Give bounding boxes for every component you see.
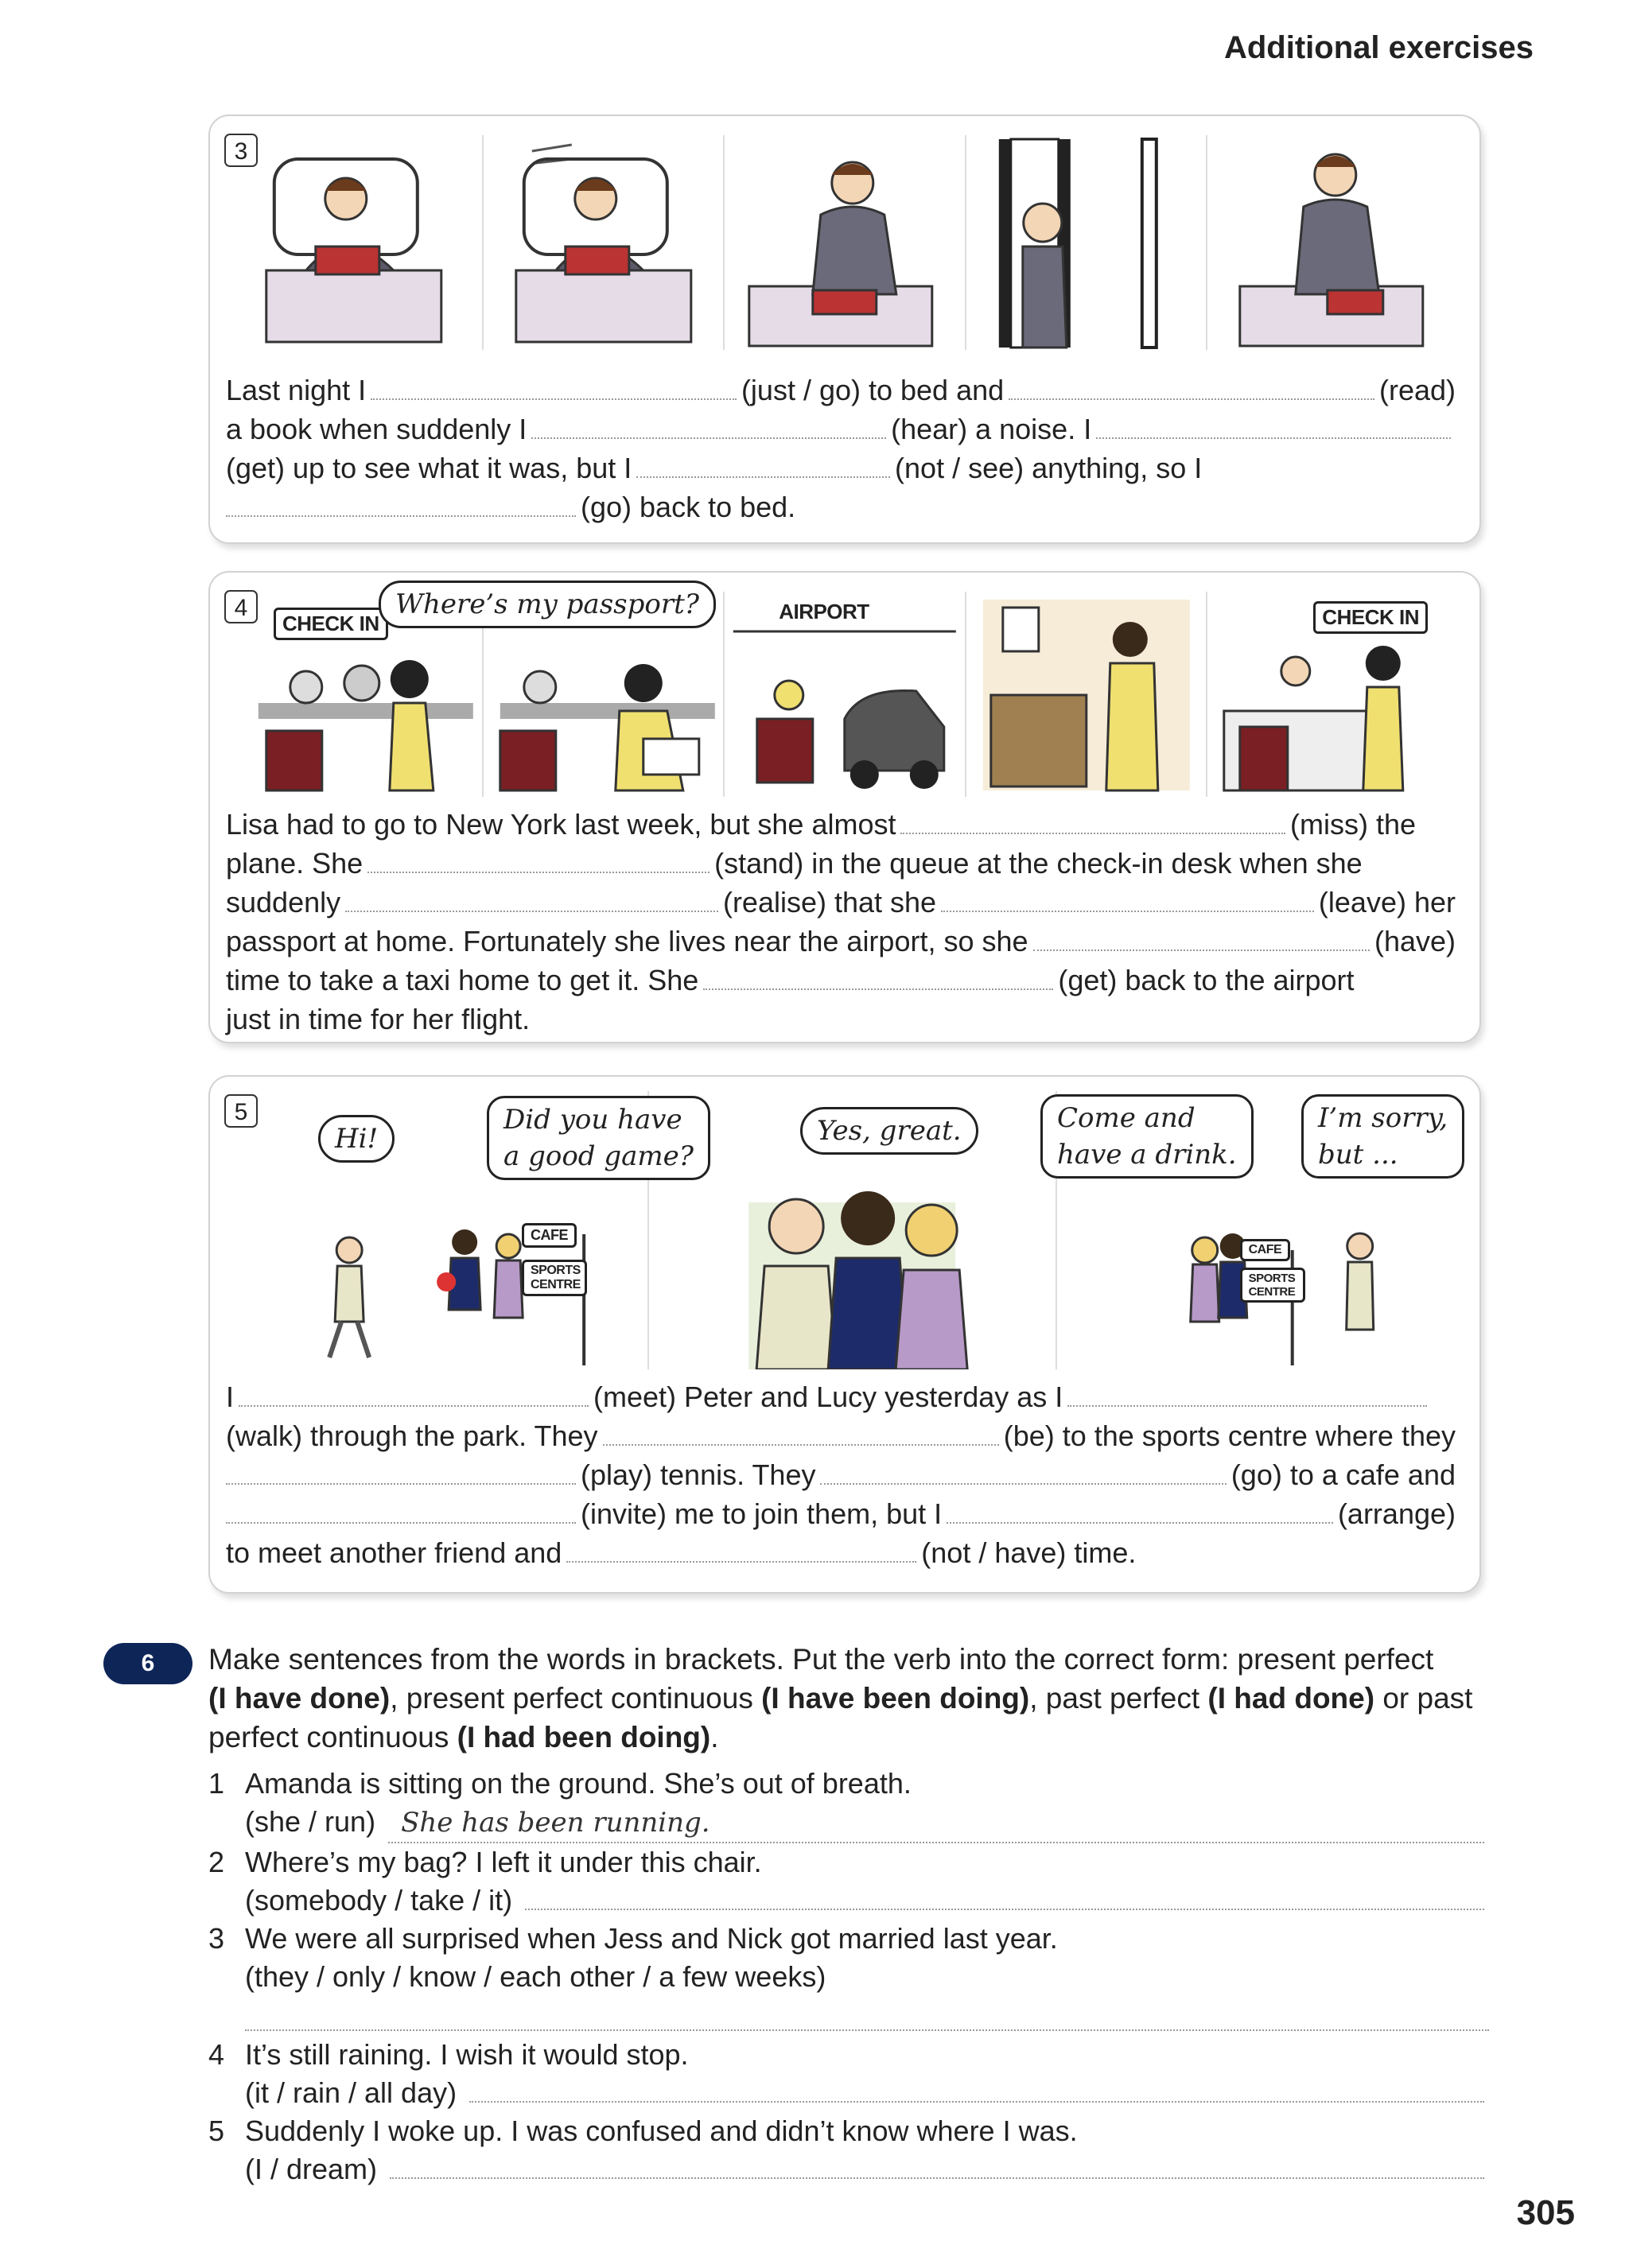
exercise-text bbox=[226, 1377, 1456, 1572]
question-sentence: Amanda is sitting on the ground. She’s out of breath. bbox=[245, 1767, 912, 1800]
example-answer: She has been running. bbox=[401, 1807, 710, 1839]
text-segment: (hear) a noise. I bbox=[891, 413, 1092, 445]
text-segment: I bbox=[226, 1381, 235, 1413]
instruction-text: , past perfect bbox=[1029, 1682, 1208, 1715]
answer-field[interactable] bbox=[469, 2080, 1484, 2103]
illustration-airport-taxi bbox=[723, 592, 965, 797]
speech-bubble-yes-great: Yes, great. bbox=[800, 1107, 978, 1155]
text-segment: (go) to a cafe and bbox=[1230, 1458, 1456, 1491]
exercise-6-badge: 6 bbox=[103, 1643, 192, 1684]
question-prompt: (they / only / know / each other / a few weeks) bbox=[245, 1960, 826, 1993]
instruction-text: . bbox=[710, 1721, 719, 1753]
question-item bbox=[208, 1765, 1489, 1843]
answer-blank[interactable] bbox=[1009, 378, 1374, 400]
text-segment: (go) back to bed. bbox=[581, 491, 796, 523]
illustration-man-hears-noise bbox=[482, 135, 724, 350]
text-segment: (not / see) anything, so I bbox=[895, 452, 1203, 484]
answer-blank[interactable] bbox=[703, 968, 1053, 990]
question-number: 2 bbox=[208, 1846, 225, 1878]
text-segment: Lisa had to go to New York last week, but she almost bbox=[226, 808, 896, 841]
illustration-man-back-to-bed bbox=[1206, 135, 1448, 350]
answer-field[interactable] bbox=[525, 1888, 1484, 1910]
answer-blank[interactable] bbox=[239, 1384, 589, 1407]
bubble-line: a good game? bbox=[503, 1140, 694, 1172]
text-segment: (get) up to see what it was, but I bbox=[226, 452, 632, 484]
text-segment: (not / have) time. bbox=[921, 1536, 1137, 1569]
answer-blank[interactable] bbox=[603, 1423, 999, 1446]
answer-field[interactable] bbox=[245, 1996, 1489, 2031]
speech-bubble-good-game bbox=[487, 1096, 710, 1180]
sports-centre-sign: SPORTS CENTRE bbox=[1240, 1268, 1305, 1303]
text-segment: (miss) the bbox=[1289, 808, 1416, 841]
illustration-man-reading-in-bed bbox=[242, 135, 482, 350]
instruction-bold: (I have been doing) bbox=[761, 1682, 1030, 1715]
bubble-line: Did you have bbox=[503, 1104, 682, 1136]
text-segment: (walk) through the park. They bbox=[226, 1419, 598, 1452]
answer-line bbox=[245, 1882, 1489, 1920]
text-line bbox=[226, 1494, 1456, 1533]
exercise-3-box bbox=[208, 115, 1481, 544]
text-segment: (leave) her bbox=[1318, 886, 1456, 918]
question-prompt: (somebody / take / it) bbox=[245, 1884, 513, 1917]
airport-sign: AIRPORT bbox=[772, 598, 876, 626]
exercise-number: 5 bbox=[224, 1094, 258, 1128]
exercise-instructions bbox=[208, 1640, 1489, 1757]
instruction-text: or past bbox=[1374, 1682, 1473, 1715]
bubble-line: have a drink. bbox=[1057, 1139, 1237, 1171]
answer-blank[interactable] bbox=[531, 417, 886, 439]
answer-line bbox=[245, 2150, 1489, 2188]
text-line bbox=[226, 1533, 1456, 1572]
text-segment: plane. She bbox=[226, 847, 364, 880]
question-sentence: Where’s my bag? I left it under this chair. bbox=[245, 1846, 762, 1878]
question-sentence: We were all surprised when Jess and Nick got married last year. bbox=[245, 1922, 1058, 1955]
answer-blank[interactable] bbox=[636, 456, 890, 478]
picture-strip bbox=[242, 135, 1448, 350]
page-number: 305 bbox=[1516, 2193, 1575, 2232]
instruction-bold: (I had been doing) bbox=[457, 1721, 711, 1753]
text-segment: (get) back to the airport bbox=[1058, 964, 1355, 996]
check-in-sign: CHECK IN bbox=[274, 608, 388, 640]
exercise-text bbox=[226, 371, 1456, 526]
answer-blank[interactable] bbox=[345, 890, 718, 912]
text-segment: (realise) that she bbox=[722, 886, 937, 918]
exercise-number: 3 bbox=[224, 134, 258, 167]
text-line bbox=[226, 922, 1456, 961]
text-segment: passport at home. Fortunately she lives near the airport, so she bbox=[226, 925, 1028, 957]
question-prompt: (it / rain / all day) bbox=[245, 2076, 457, 2109]
cafe-sign: CAFE bbox=[1240, 1239, 1291, 1261]
exercise-4-box bbox=[208, 571, 1481, 1043]
text-segment: (be) to the sports centre where they bbox=[1003, 1419, 1456, 1452]
answer-blank[interactable] bbox=[566, 1540, 916, 1563]
text-segment: (play) tennis. They bbox=[581, 1458, 816, 1491]
text-segment: (stand) in the queue at the check-in desk when she bbox=[714, 847, 1363, 880]
text-segment: just in time for her flight. bbox=[226, 1003, 531, 1035]
bubble-line: I’m sorry, bbox=[1318, 1102, 1448, 1134]
question-number: 3 bbox=[208, 1922, 225, 1955]
text-segment: (have) bbox=[1374, 925, 1456, 957]
question-list bbox=[208, 1765, 1489, 2188]
speech-bubble-hi: Hi! bbox=[318, 1115, 395, 1163]
question-sentence: Suddenly I woke up. I was confused and didn’t know where I was. bbox=[245, 2115, 1078, 2147]
text-line bbox=[226, 844, 1456, 883]
sports-centre-sign: SPORTS CENTRE bbox=[522, 1260, 587, 1296]
answer-blank[interactable] bbox=[1033, 929, 1370, 951]
exercise-number: 4 bbox=[224, 590, 258, 623]
text-segment: (invite) me to join them, but I bbox=[581, 1497, 943, 1530]
answer-blank[interactable] bbox=[1096, 417, 1451, 439]
text-line bbox=[226, 410, 1456, 449]
text-segment: suddenly bbox=[226, 886, 341, 918]
bubble-line: but ... bbox=[1318, 1139, 1398, 1171]
answer-blank[interactable] bbox=[226, 1501, 576, 1524]
question-number: 4 bbox=[208, 2038, 225, 2071]
answer-blank[interactable] bbox=[226, 495, 576, 517]
instruction-bold: (I have done) bbox=[208, 1682, 391, 1715]
bubble-line: Come and bbox=[1057, 1102, 1196, 1134]
text-segment: (read) bbox=[1378, 374, 1456, 406]
text-line bbox=[226, 961, 1456, 1000]
text-segment: to meet another friend and bbox=[226, 1536, 562, 1569]
text-segment: Last night I bbox=[226, 374, 367, 406]
text-line bbox=[226, 487, 1456, 526]
question-number: 1 bbox=[208, 1767, 225, 1800]
text-line bbox=[226, 805, 1456, 844]
answer-blank[interactable] bbox=[1067, 1384, 1427, 1407]
answer-blank[interactable] bbox=[820, 1462, 1226, 1485]
text-line bbox=[226, 1377, 1456, 1416]
text-line bbox=[226, 1416, 1456, 1455]
answer-field[interactable] bbox=[388, 1803, 1484, 1843]
exercise-6 bbox=[208, 1640, 1489, 2188]
text-segment: (just / go) to bed and bbox=[741, 374, 1005, 406]
speech-bubble-passport: Where’s my passport? bbox=[379, 581, 716, 628]
instruction-text: , present perfect continuous bbox=[390, 1682, 762, 1715]
illustration-man-looking-through-door bbox=[965, 135, 1207, 350]
instruction-text: perfect continuous bbox=[208, 1721, 457, 1753]
illustration-back-at-check-in bbox=[1206, 592, 1448, 797]
question-prompt: (she / run) bbox=[245, 1805, 376, 1838]
question-item bbox=[208, 1920, 1489, 2031]
text-line bbox=[226, 1000, 1456, 1039]
illustration-man-getting-up bbox=[723, 135, 965, 350]
text-segment: a book when suddenly I bbox=[226, 413, 527, 445]
instruction-bold: (I had done) bbox=[1207, 1682, 1375, 1715]
section-header: Additional exercises bbox=[1223, 30, 1534, 65]
text-line bbox=[226, 371, 1456, 410]
exercise-text bbox=[226, 805, 1456, 1039]
speech-bubble-sorry bbox=[1301, 1094, 1464, 1179]
text-segment: (meet) Peter and Lucy yesterday as I bbox=[593, 1381, 1063, 1413]
text-line bbox=[226, 1455, 1456, 1494]
text-line bbox=[226, 883, 1456, 922]
text-segment: (arrange) bbox=[1337, 1497, 1456, 1530]
illustration-lisa-at-home bbox=[965, 592, 1207, 797]
speech-bubble-come-drink bbox=[1040, 1094, 1254, 1179]
answer-blank[interactable] bbox=[900, 812, 1285, 834]
text-segment: time to take a taxi home to get it. She bbox=[226, 964, 699, 996]
question-item bbox=[208, 1843, 1489, 1920]
answer-blank[interactable] bbox=[367, 851, 710, 873]
answer-line bbox=[245, 1803, 1489, 1843]
text-line bbox=[226, 449, 1456, 487]
question-item bbox=[208, 2036, 1489, 2112]
answer-blank[interactable] bbox=[226, 1462, 576, 1485]
instruction-text: Make sentences from the words in brackets. Put the verb into the correct form: present perfect bbox=[208, 1643, 1434, 1676]
cafe-sign: CAFE bbox=[522, 1223, 577, 1248]
answer-line bbox=[245, 2074, 1489, 2112]
question-sentence: It’s still raining. I wish it would stop. bbox=[245, 2038, 689, 2071]
question-item bbox=[208, 2112, 1489, 2188]
answer-blank[interactable] bbox=[947, 1501, 1333, 1524]
answer-blank[interactable] bbox=[941, 890, 1314, 912]
answer-field[interactable] bbox=[390, 2157, 1484, 2179]
check-in-sign: CHECK IN bbox=[1313, 601, 1428, 634]
question-number: 5 bbox=[208, 2115, 225, 2147]
exercise-5-box bbox=[208, 1075, 1481, 1594]
question-prompt: (I / dream) bbox=[245, 2153, 378, 2185]
answer-line bbox=[245, 1996, 1489, 2031]
answer-blank[interactable] bbox=[371, 378, 737, 400]
